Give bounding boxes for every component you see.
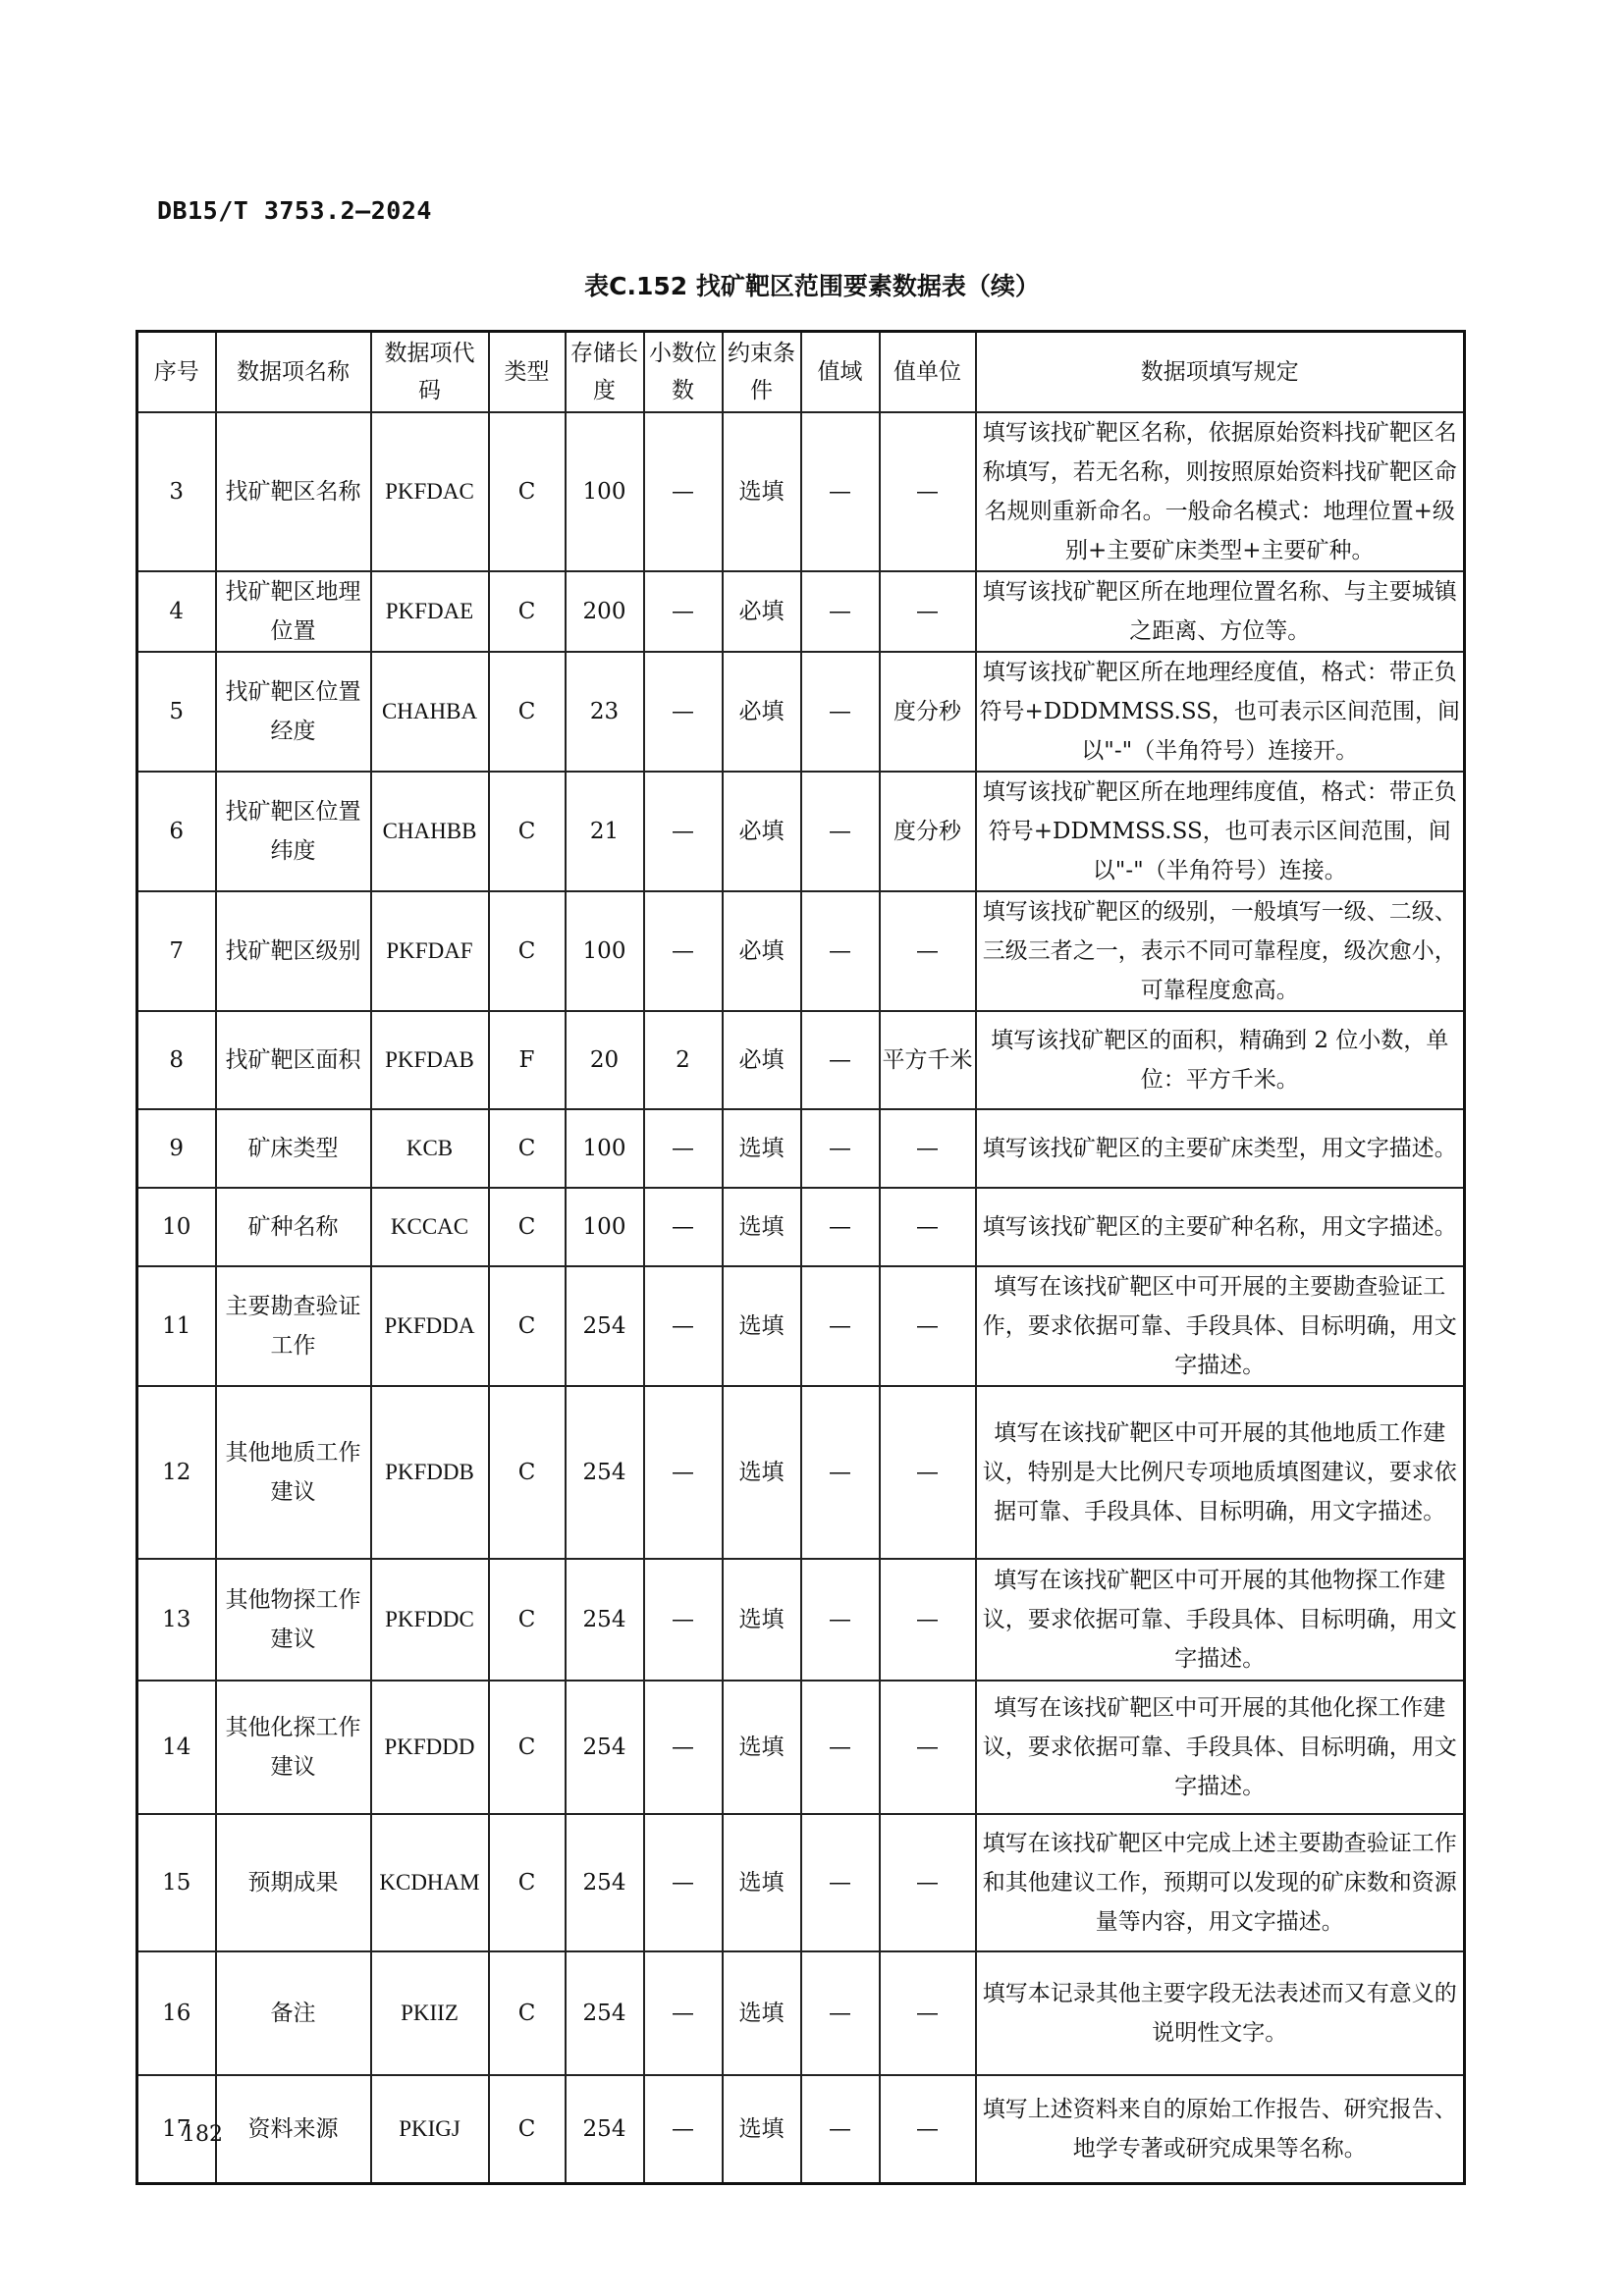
cell-type: C [489,1266,566,1386]
cell-unit: — [880,1188,976,1266]
cell-type: C [489,1188,566,1266]
cell-spec: 填写在该找矿靶区中完成上述主要勘查验证工作和其他建议工作，预期可以发现的矿床数和资源量等内容，用文字描述。 [976,1814,1465,1951]
cell-type: C [489,2075,566,2183]
table-row [137,1951,1465,2075]
cell-unit: — [880,412,976,571]
table-row [137,1814,1465,1951]
cell-code: PKFDAF [371,891,489,1011]
cell-constraint: 必填 [723,1011,801,1109]
cell-name: 预期成果 [216,1814,371,1951]
cell-no: 12 [137,1386,216,1559]
cell-spec: 填写该找矿靶区所在地理经度值，格式：带正负符号+DDDMMSS.SS，也可表示区间范围，间以"-"（半角符号）连接开。 [976,652,1465,772]
cell-type: C [489,1559,566,1681]
cell-domain: — [801,412,880,571]
cell-type: C [489,891,566,1011]
cell-spec: 填写该找矿靶区的级别，一般填写一级、二级、三级三者之一，表示不同可靠程度，级次愈小，可靠程度愈高。 [976,891,1465,1011]
cell-decimals: — [644,1681,723,1814]
cell-domain: — [801,571,880,652]
table-row [137,1188,1465,1266]
cell-constraint: 选填 [723,2075,801,2183]
cell-type: F [489,1011,566,1109]
cell-constraint: 必填 [723,571,801,652]
cell-name: 找矿靶区位置经度 [216,652,371,772]
cell-unit: — [880,2075,976,2183]
cell-code: PKFDDB [371,1386,489,1559]
cell-constraint: 选填 [723,1951,801,2075]
table-row [137,1011,1465,1109]
cell-name: 主要勘查验证工作 [216,1266,371,1386]
cell-length: 254 [566,1266,644,1386]
cell-no: 3 [137,412,216,571]
cell-name: 资料来源 [216,2075,371,2183]
cell-constraint: 选填 [723,1559,801,1681]
cell-type: C [489,571,566,652]
cell-domain: — [801,1386,880,1559]
cell-constraint: 必填 [723,652,801,772]
table-row [137,1559,1465,1681]
table-row [137,571,1465,652]
cell-type: C [489,1386,566,1559]
col-header-length: 存储长度 [566,332,644,413]
cell-spec: 填写该找矿靶区名称，依据原始资料找矿靶区名称填写，若无名称，则按照原始资料找矿靶区命名规则重新命名。一般命名模式：地理位置+级别+主要矿床类型+主要矿种。 [976,412,1465,571]
cell-decimals: — [644,1814,723,1951]
cell-domain: — [801,891,880,1011]
cell-no: 17 [137,2075,216,2183]
cell-spec: 填写该找矿靶区所在地理纬度值，格式：带正负符号+DDMMSS.SS，也可表示区间范围，间以"-"（半角符号）连接。 [976,772,1465,891]
cell-code: PKFDAE [371,571,489,652]
col-header-spec: 数据项填写规定 [976,332,1465,413]
cell-domain: — [801,1559,880,1681]
cell-length: 254 [566,1681,644,1814]
col-header-unit: 值单位 [880,332,976,413]
cell-domain: — [801,1188,880,1266]
cell-no: 6 [137,772,216,891]
cell-no: 15 [137,1814,216,1951]
cell-type: C [489,1681,566,1814]
cell-unit: — [880,1109,976,1188]
cell-no: 7 [137,891,216,1011]
cell-domain: — [801,2075,880,2183]
table-header-row [137,332,1465,413]
cell-domain: — [801,1814,880,1951]
cell-length: 20 [566,1011,644,1109]
cell-spec: 填写该找矿靶区的面积，精确到 2 位小数，单位：平方千米。 [976,1011,1465,1109]
cell-decimals: — [644,652,723,772]
cell-decimals: — [644,412,723,571]
cell-domain: — [801,1011,880,1109]
cell-name: 其他地质工作建议 [216,1386,371,1559]
cell-spec: 填写在该找矿靶区中可开展的其他物探工作建议，要求依据可靠、手段具体、目标明确，用文字描述。 [976,1559,1465,1681]
cell-code: CHAHBA [371,652,489,772]
cell-name: 其他物探工作建议 [216,1559,371,1681]
cell-domain: — [801,1109,880,1188]
cell-length: 254 [566,2075,644,2183]
col-header-type: 类型 [489,332,566,413]
cell-constraint: 选填 [723,412,801,571]
table-row [137,891,1465,1011]
cell-no: 9 [137,1109,216,1188]
cell-domain: — [801,1951,880,2075]
cell-decimals: — [644,1951,723,2075]
cell-decimals: 2 [644,1011,723,1109]
cell-decimals: — [644,2075,723,2183]
cell-code: PKFDAC [371,412,489,571]
cell-no: 4 [137,571,216,652]
cell-unit: 度分秒 [880,652,976,772]
cell-constraint: 选填 [723,1386,801,1559]
cell-type: C [489,1109,566,1188]
cell-unit: — [880,1559,976,1681]
cell-code: KCDHAM [371,1814,489,1951]
cell-decimals: — [644,571,723,652]
cell-code: PKFDDA [371,1266,489,1386]
cell-code: PKIIZ [371,1951,489,2075]
cell-no: 16 [137,1951,216,2075]
cell-constraint: 必填 [723,772,801,891]
cell-type: C [489,1814,566,1951]
cell-constraint: 选填 [723,1681,801,1814]
cell-unit: — [880,1266,976,1386]
cell-unit: — [880,1386,976,1559]
cell-length: 100 [566,1109,644,1188]
cell-unit: 度分秒 [880,772,976,891]
cell-length: 100 [566,891,644,1011]
cell-constraint: 必填 [723,891,801,1011]
cell-length: 100 [566,412,644,571]
cell-domain: — [801,772,880,891]
cell-decimals: — [644,1559,723,1681]
cell-spec: 填写上述资料来自的原始工作报告、研究报告、地学专著或研究成果等名称。 [976,2075,1465,2183]
page-number: 182 [182,2122,223,2147]
table-row [137,1681,1465,1814]
cell-no: 14 [137,1681,216,1814]
cell-spec: 填写在该找矿靶区中可开展的其他地质工作建议，特别是大比例尺专项地质填图建议，要求依据可靠、手段具体、目标明确，用文字描述。 [976,1386,1465,1559]
table-row [137,412,1465,571]
cell-decimals: — [644,891,723,1011]
cell-code: PKFDDC [371,1559,489,1681]
cell-no: 13 [137,1559,216,1681]
cell-name: 备注 [216,1951,371,2075]
cell-name: 矿床类型 [216,1109,371,1188]
cell-decimals: — [644,1188,723,1266]
cell-type: C [489,652,566,772]
col-header-code: 数据项代码 [371,332,489,413]
cell-unit: — [880,891,976,1011]
cell-constraint: 选填 [723,1109,801,1188]
cell-code: PKFDDD [371,1681,489,1814]
cell-constraint: 选填 [723,1814,801,1951]
cell-name: 矿种名称 [216,1188,371,1266]
cell-spec: 填写该找矿靶区的主要矿种名称，用文字描述。 [976,1188,1465,1266]
cell-code: KCB [371,1109,489,1188]
cell-unit: — [880,1681,976,1814]
cell-unit: 平方千米 [880,1011,976,1109]
cell-name: 其他化探工作建议 [216,1681,371,1814]
cell-type: C [489,772,566,891]
col-header-no: 序号 [137,332,216,413]
cell-code: KCCAC [371,1188,489,1266]
cell-type: C [489,412,566,571]
document-code: DB15/T 3753.2—2024 [157,196,432,225]
cell-name: 找矿靶区面积 [216,1011,371,1109]
cell-spec: 填写该找矿靶区的主要矿床类型，用文字描述。 [976,1109,1465,1188]
cell-length: 254 [566,1386,644,1559]
cell-code: PKFDAB [371,1011,489,1109]
col-header-constraint: 约束条件 [723,332,801,413]
cell-domain: — [801,1266,880,1386]
cell-code: PKIGJ [371,2075,489,2183]
cell-spec: 填写本记录其他主要字段无法表述而又有意义的说明性文字。 [976,1951,1465,2075]
table-row [137,1109,1465,1188]
cell-unit: — [880,1814,976,1951]
cell-name: 找矿靶区地理位置 [216,571,371,652]
col-header-name: 数据项名称 [216,332,371,413]
cell-decimals: — [644,1266,723,1386]
col-header-decimals: 小数位数 [644,332,723,413]
cell-name: 找矿靶区位置纬度 [216,772,371,891]
cell-decimals: — [644,1386,723,1559]
cell-no: 11 [137,1266,216,1386]
table-title: 表C.152 找矿靶区范围要素数据表（续） [584,272,1040,300]
cell-decimals: — [644,772,723,891]
cell-type: C [489,1951,566,2075]
cell-name: 找矿靶区级别 [216,891,371,1011]
col-header-domain: 值域 [801,332,880,413]
cell-decimals: — [644,1109,723,1188]
cell-code: CHAHBB [371,772,489,891]
cell-no: 5 [137,652,216,772]
data-table [135,330,1466,2185]
cell-spec: 填写该找矿靶区所在地理位置名称、与主要城镇之距离、方位等。 [976,571,1465,652]
cell-length: 254 [566,1951,644,2075]
cell-domain: — [801,652,880,772]
cell-constraint: 选填 [723,1266,801,1386]
table-row [137,652,1465,772]
cell-length: 21 [566,772,644,891]
table-row [137,772,1465,891]
cell-length: 254 [566,1559,644,1681]
cell-unit: — [880,1951,976,2075]
cell-length: 254 [566,1814,644,1951]
table-row [137,1386,1465,1559]
cell-length: 200 [566,571,644,652]
cell-unit: — [880,571,976,652]
cell-length: 23 [566,652,644,772]
cell-no: 10 [137,1188,216,1266]
cell-no: 8 [137,1011,216,1109]
table-body [137,412,1465,2183]
cell-spec: 填写在该找矿靶区中可开展的其他化探工作建议，要求依据可靠、手段具体、目标明确，用文字描述。 [976,1681,1465,1814]
table-row [137,1266,1465,1386]
cell-length: 100 [566,1188,644,1266]
cell-constraint: 选填 [723,1188,801,1266]
cell-name: 找矿靶区名称 [216,412,371,571]
table-row [137,2075,1465,2183]
cell-domain: — [801,1681,880,1814]
cell-spec: 填写在该找矿靶区中可开展的主要勘查验证工作，要求依据可靠、手段具体、目标明确，用文字描述。 [976,1266,1465,1386]
